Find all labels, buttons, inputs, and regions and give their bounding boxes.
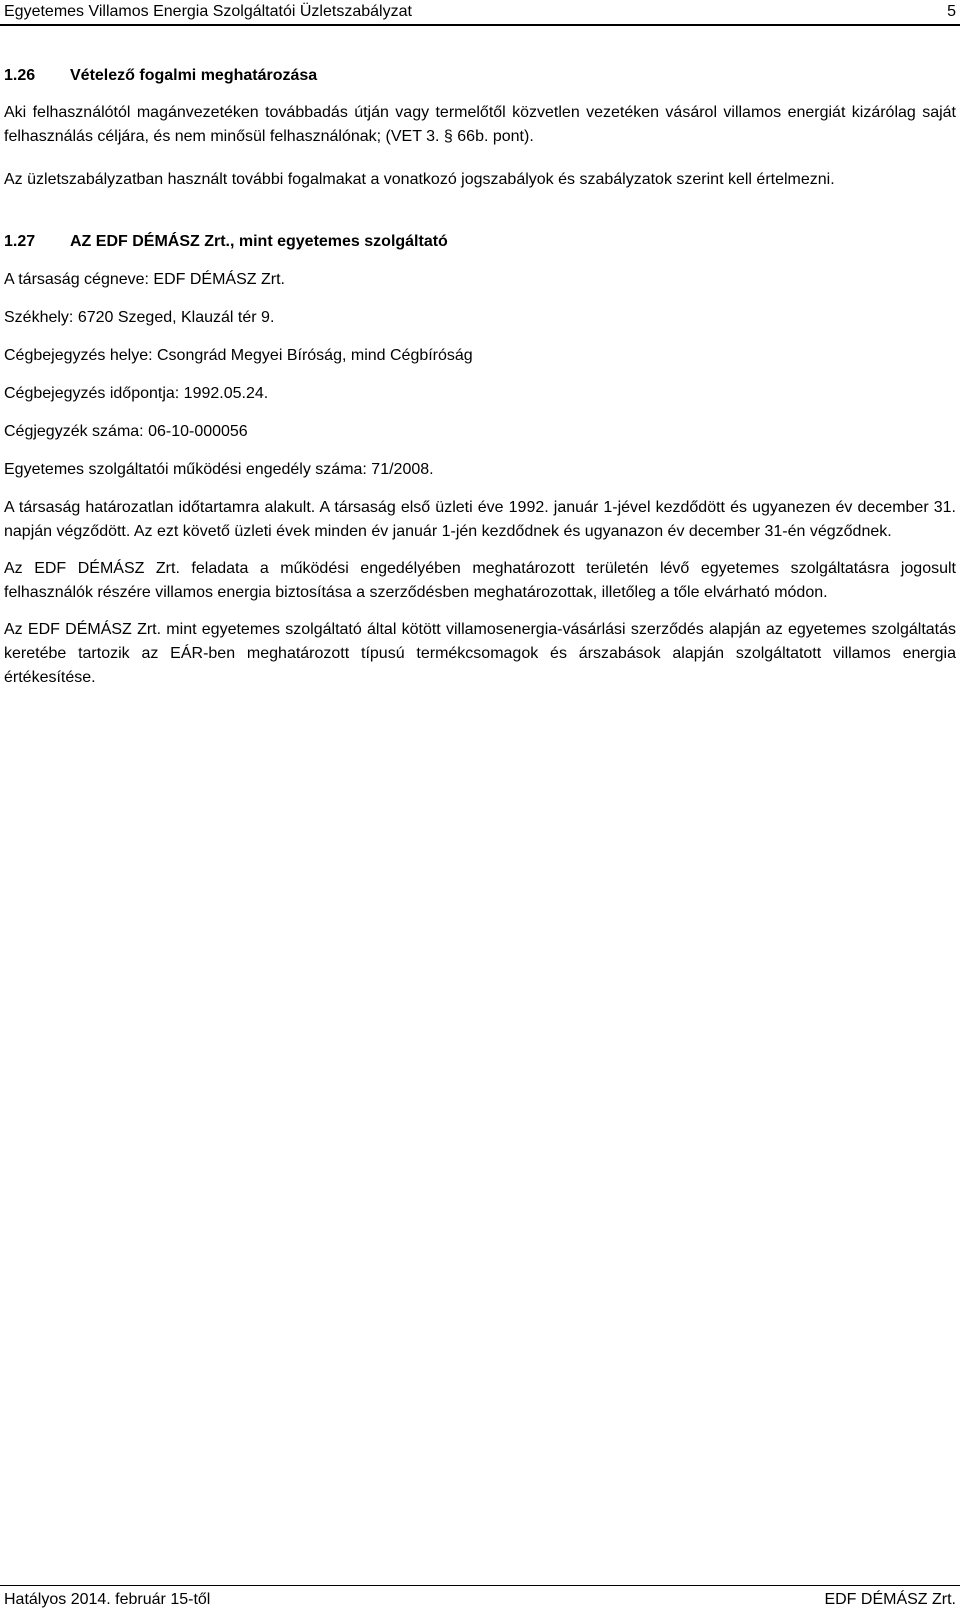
paragraph-further-terms: Az üzletszabályzatban használt további fogalmakat a vonatkozó jogszabályok és szabályzatok szerint kell értelmezni.: [4, 171, 835, 188]
footer-company: EDF DÉMÁSZ Zrt.: [824, 1591, 956, 1608]
page-number: 5: [947, 3, 956, 20]
section-number: 1.27: [4, 233, 36, 250]
section-number: 1.26: [4, 67, 36, 84]
registry-place-line: Cégbejegyzés helye: Csongrád Megyei Bíróság, mind Cégbíróság: [4, 347, 473, 364]
paragraph-task: Az EDF DÉMÁSZ Zrt. feladata a működési engedélyében meghatározott területén lévő egyetemes szolgáltatásra jogosult felhasználók részére villamos energia biztosítása a szerződésben meghatározottak, illetőleg a tőle elvárható módon.: [4, 560, 956, 601]
seat-line: Székhely: 6720 Szeged, Klauzál tér 9.: [4, 309, 275, 326]
page-header: [0, 0, 960, 24]
footer-divider: [0, 1585, 960, 1586]
section-title: Vételező fogalmi meghatározása: [70, 67, 318, 84]
paragraph-sales: Az EDF DÉMÁSZ Zrt. mint egyetemes szolgáltató által kötött villamosenergia-vásárlási szerződés alapján az egyetemes szolgáltatás keretébe tartozik az EÁR-ben meghatározott típusú termékcsomagok és árszabások alapján szolgáltatott villamos energia értékesítése.: [4, 621, 956, 686]
document-title: Egyetemes Villamos Energia Szolgáltatói Üzletszabályzat: [4, 3, 412, 20]
footer-effective-date: Hatályos 2014. február 15-től: [4, 1591, 211, 1608]
registry-date-line: Cégbejegyzés időpontja: 1992.05.24.: [4, 385, 269, 402]
page-body: [4, 64, 956, 690]
company-name-line: A társaság cégneve: EDF DÉMÁSZ Zrt.: [4, 271, 285, 288]
section-heading-1-26: [4, 64, 956, 88]
header-divider: [0, 24, 960, 26]
section-heading-1-27: [4, 230, 956, 254]
paragraph-consumer-definition: Aki felhasználótól magánvezetéken továbbadás útján vagy termelőtől közvetlen vezetéken vásárol villamos energiát kizárólag saját felhasználás céljára, és nem minősül felhasználónak; (VET 3. § 66b. pont).: [4, 104, 956, 145]
registry-number-line: Cégjegyzék száma: 06-10-000056: [4, 423, 248, 440]
paragraph-duration: A társaság határozatlan időtartamra alakult. A társaság első üzleti éve 1992. január 1-jével kezdődött és ugyanezen év december 31. napján végződött. Az ezt követő üzleti évek minden év január 1-jén kezdődnek és ugyanazon év december 31-én végződnek.: [4, 499, 956, 540]
section-title: AZ EDF DÉMÁSZ Zrt., mint egyetemes szolgáltató: [70, 233, 448, 250]
license-line: Egyetemes szolgáltatói működési engedély száma: 71/2008.: [4, 461, 434, 478]
